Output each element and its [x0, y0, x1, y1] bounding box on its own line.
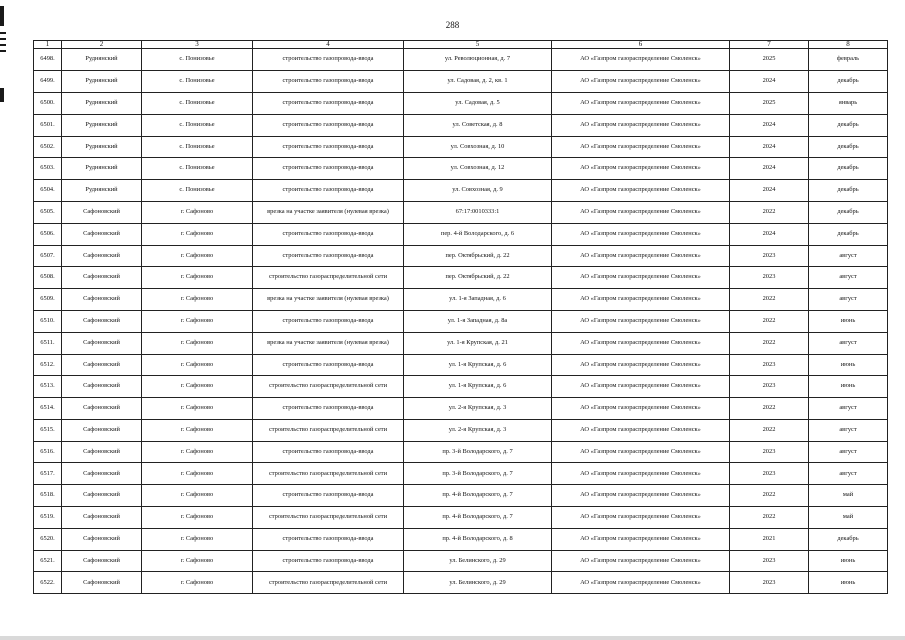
- row-number-cell: 6513.: [34, 376, 62, 398]
- row-number-cell: 6522.: [34, 572, 62, 594]
- work-type-cell: строительство газопровода-ввода: [253, 528, 404, 550]
- table-row: [34, 528, 888, 550]
- year-cell: 2021: [730, 528, 809, 550]
- row-number-cell: 6514.: [34, 398, 62, 420]
- settlement-cell: г. Сафоново: [142, 485, 253, 507]
- organization-cell: АО «Газпром газораспределение Смоленск»: [552, 180, 730, 202]
- work-type-cell: строительство газопровода-ввода: [253, 354, 404, 376]
- address-cell: ул. 1-я Западная, д. 6: [404, 289, 552, 311]
- address-cell: ул. 2-я Крупская, д. 3: [404, 398, 552, 420]
- row-number-cell: 6515.: [34, 419, 62, 441]
- organization-cell: АО «Газпром газораспределение Смоленск»: [552, 354, 730, 376]
- month-cell: август: [809, 245, 888, 267]
- row-number-cell: 6507.: [34, 245, 62, 267]
- district-cell: Руднянский: [62, 158, 142, 180]
- month-cell: июнь: [809, 572, 888, 594]
- address-cell: ул. Советская, д. 8: [404, 114, 552, 136]
- scan-edge-marks: [0, 0, 8, 120]
- organization-cell: АО «Газпром газораспределение Смоленск»: [552, 289, 730, 311]
- district-cell: Руднянский: [62, 92, 142, 114]
- column-number-3: 3: [142, 41, 253, 49]
- table-row: [34, 201, 888, 223]
- month-cell: июнь: [809, 310, 888, 332]
- district-cell: Сафоновский: [62, 332, 142, 354]
- column-number-7: 7: [730, 41, 809, 49]
- address-cell: ул. Белинского, д. 29: [404, 572, 552, 594]
- month-cell: август: [809, 398, 888, 420]
- year-cell: 2022: [730, 201, 809, 223]
- work-type-cell: строительство газопровода-ввода: [253, 310, 404, 332]
- settlement-cell: г. Сафоново: [142, 354, 253, 376]
- year-cell: 2024: [730, 180, 809, 202]
- work-type-cell: строительство газопровода-ввода: [253, 398, 404, 420]
- row-number-cell: 6501.: [34, 114, 62, 136]
- month-cell: август: [809, 419, 888, 441]
- organization-cell: АО «Газпром газораспределение Смоленск»: [552, 158, 730, 180]
- row-number-cell: 6500.: [34, 92, 62, 114]
- row-number-cell: 6518.: [34, 485, 62, 507]
- organization-cell: АО «Газпром газораспределение Смоленск»: [552, 550, 730, 572]
- work-type-cell: строительство газопровода-ввода: [253, 114, 404, 136]
- year-cell: 2024: [730, 223, 809, 245]
- work-type-cell: строительство газораспределительной сети: [253, 376, 404, 398]
- organization-cell: АО «Газпром газораспределение Смоленск»: [552, 310, 730, 332]
- settlement-cell: г. Сафоново: [142, 550, 253, 572]
- work-type-cell: строительство газораспределительной сети: [253, 267, 404, 289]
- settlement-cell: г. Сафоново: [142, 507, 253, 529]
- settlement-cell: г. Сафоново: [142, 223, 253, 245]
- table-row: [34, 354, 888, 376]
- month-cell: январь: [809, 92, 888, 114]
- district-cell: Руднянский: [62, 49, 142, 71]
- scan-bottom-edge: [0, 636, 905, 640]
- work-type-cell: строительство газопровода-ввода: [253, 485, 404, 507]
- settlement-cell: г. Сафоново: [142, 267, 253, 289]
- table-row: [34, 267, 888, 289]
- work-type-cell: строительство газопровода-ввода: [253, 92, 404, 114]
- table-row: [34, 71, 888, 93]
- year-cell: 2023: [730, 463, 809, 485]
- page-number: 288: [445, 20, 460, 30]
- district-cell: Сафоновский: [62, 463, 142, 485]
- address-cell: ул. Садовая, д. 5: [404, 92, 552, 114]
- district-cell: Сафоновский: [62, 354, 142, 376]
- row-number-cell: 6512.: [34, 354, 62, 376]
- row-number-cell: 6516.: [34, 441, 62, 463]
- work-type-cell: врезка на участке заявителя (нулевая врезка): [253, 289, 404, 311]
- settlement-cell: г. Сафоново: [142, 441, 253, 463]
- address-cell: ул. Совхозная, д. 10: [404, 136, 552, 158]
- district-cell: Руднянский: [62, 114, 142, 136]
- district-cell: Сафоновский: [62, 550, 142, 572]
- month-cell: декабрь: [809, 158, 888, 180]
- organization-cell: АО «Газпром газораспределение Смоленск»: [552, 485, 730, 507]
- organization-cell: АО «Газпром газораспределение Смоленск»: [552, 572, 730, 594]
- year-cell: 2024: [730, 71, 809, 93]
- month-cell: июнь: [809, 376, 888, 398]
- table-row: [34, 376, 888, 398]
- settlement-cell: г. Сафоново: [142, 463, 253, 485]
- month-cell: декабрь: [809, 114, 888, 136]
- settlement-cell: г. Сафоново: [142, 289, 253, 311]
- organization-cell: АО «Газпром газораспределение Смоленск»: [552, 223, 730, 245]
- year-cell: 2024: [730, 136, 809, 158]
- settlement-cell: с. Понизовье: [142, 136, 253, 158]
- row-number-cell: 6517.: [34, 463, 62, 485]
- month-cell: май: [809, 507, 888, 529]
- settlement-cell: г. Сафоново: [142, 332, 253, 354]
- organization-cell: АО «Газпром газораспределение Смоленск»: [552, 463, 730, 485]
- address-cell: ул. 1-я Крупская, д. 6: [404, 354, 552, 376]
- table-row: [34, 572, 888, 594]
- month-cell: июнь: [809, 550, 888, 572]
- table-row: [34, 223, 888, 245]
- column-number-header-row: [34, 41, 888, 49]
- address-cell: ул. 1-я Крупская, д. 6: [404, 376, 552, 398]
- year-cell: 2025: [730, 49, 809, 71]
- settlement-cell: г. Сафоново: [142, 245, 253, 267]
- address-cell: пр. 3-й Володарского, д. 7: [404, 441, 552, 463]
- settlement-cell: с. Понизовье: [142, 180, 253, 202]
- address-cell: ул. Совхозная, д. 9: [404, 180, 552, 202]
- year-cell: 2023: [730, 267, 809, 289]
- district-cell: Сафоновский: [62, 528, 142, 550]
- settlement-cell: г. Сафоново: [142, 376, 253, 398]
- address-cell: пер. Октябрьский, д. 22: [404, 245, 552, 267]
- settlement-cell: г. Сафоново: [142, 572, 253, 594]
- organization-cell: АО «Газпром газораспределение Смоленск»: [552, 528, 730, 550]
- settlement-cell: с. Понизовье: [142, 49, 253, 71]
- settlement-cell: г. Сафоново: [142, 310, 253, 332]
- address-cell: пр. 3-й Володарского, д. 7: [404, 463, 552, 485]
- settlement-cell: с. Понизовье: [142, 114, 253, 136]
- month-cell: август: [809, 463, 888, 485]
- row-number-cell: 6499.: [34, 71, 62, 93]
- year-cell: 2022: [730, 507, 809, 529]
- work-type-cell: строительство газопровода-ввода: [253, 441, 404, 463]
- work-type-cell: строительство газораспределительной сети: [253, 419, 404, 441]
- year-cell: 2022: [730, 310, 809, 332]
- organization-cell: АО «Газпром газораспределение Смоленск»: [552, 201, 730, 223]
- district-cell: Сафоновский: [62, 441, 142, 463]
- organization-cell: АО «Газпром газораспределение Смоленск»: [552, 136, 730, 158]
- table-row: [34, 158, 888, 180]
- work-type-cell: строительство газораспределительной сети: [253, 507, 404, 529]
- address-cell: 67:17:0010333:1: [404, 201, 552, 223]
- work-type-cell: строительство газопровода-ввода: [253, 49, 404, 71]
- month-cell: декабрь: [809, 201, 888, 223]
- row-number-cell: 6498.: [34, 49, 62, 71]
- month-cell: февраль: [809, 49, 888, 71]
- address-cell: ул. 1-я Крупская, д. 21: [404, 332, 552, 354]
- row-number-cell: 6511.: [34, 332, 62, 354]
- month-cell: август: [809, 289, 888, 311]
- table-row: [34, 180, 888, 202]
- table-row: [34, 289, 888, 311]
- table-row: [34, 136, 888, 158]
- district-cell: Руднянский: [62, 71, 142, 93]
- organization-cell: АО «Газпром газораспределение Смоленск»: [552, 49, 730, 71]
- year-cell: 2022: [730, 419, 809, 441]
- row-number-cell: 6508.: [34, 267, 62, 289]
- row-number-cell: 6504.: [34, 180, 62, 202]
- work-type-cell: строительство газопровода-ввода: [253, 180, 404, 202]
- year-cell: 2022: [730, 332, 809, 354]
- year-cell: 2022: [730, 398, 809, 420]
- table-row: [34, 310, 888, 332]
- settlement-cell: г. Сафоново: [142, 528, 253, 550]
- work-type-cell: строительство газопровода-ввода: [253, 71, 404, 93]
- organization-cell: АО «Газпром газораспределение Смоленск»: [552, 92, 730, 114]
- district-cell: Сафоновский: [62, 376, 142, 398]
- district-cell: Сафоновский: [62, 572, 142, 594]
- district-cell: Сафоновский: [62, 267, 142, 289]
- month-cell: август: [809, 332, 888, 354]
- table-row: [34, 463, 888, 485]
- year-cell: 2022: [730, 485, 809, 507]
- work-type-cell: врезка на участке заявителя (нулевая врезка): [253, 201, 404, 223]
- table-row: [34, 49, 888, 71]
- address-cell: пр. 4-й Володарского, д. 8: [404, 528, 552, 550]
- table-row: [34, 507, 888, 529]
- year-cell: 2023: [730, 550, 809, 572]
- district-cell: Сафоновский: [62, 245, 142, 267]
- address-cell: ул. Садовая, д. 2, кв. 1: [404, 71, 552, 93]
- address-cell: пр. 4-й Володарского, д. 7: [404, 507, 552, 529]
- table-row: [34, 485, 888, 507]
- work-type-cell: строительство газопровода-ввода: [253, 223, 404, 245]
- row-number-cell: 6503.: [34, 158, 62, 180]
- month-cell: май: [809, 485, 888, 507]
- address-cell: ул. Белинского, д. 29: [404, 550, 552, 572]
- month-cell: декабрь: [809, 71, 888, 93]
- table-row: [34, 398, 888, 420]
- organization-cell: АО «Газпром газораспределение Смоленск»: [552, 419, 730, 441]
- column-number-4: 4: [253, 41, 404, 49]
- year-cell: 2023: [730, 245, 809, 267]
- work-type-cell: строительство газопровода-ввода: [253, 136, 404, 158]
- table-row: [34, 419, 888, 441]
- address-cell: ул. 2-я Крупская, д. 3: [404, 419, 552, 441]
- column-number-5: 5: [404, 41, 552, 49]
- register-table-body: [34, 49, 888, 594]
- month-cell: август: [809, 441, 888, 463]
- organization-cell: АО «Газпром газораспределение Смоленск»: [552, 398, 730, 420]
- address-cell: пр. 4-й Володарского, д. 7: [404, 485, 552, 507]
- organization-cell: АО «Газпром газораспределение Смоленск»: [552, 376, 730, 398]
- year-cell: 2023: [730, 376, 809, 398]
- address-cell: пер. Октябрьский, д. 22: [404, 267, 552, 289]
- month-cell: июнь: [809, 354, 888, 376]
- row-number-cell: 6520.: [34, 528, 62, 550]
- row-number-cell: 6519.: [34, 507, 62, 529]
- year-cell: 2023: [730, 441, 809, 463]
- district-cell: Сафоновский: [62, 419, 142, 441]
- column-number-2: 2: [62, 41, 142, 49]
- organization-cell: АО «Газпром газораспределение Смоленск»: [552, 267, 730, 289]
- settlement-cell: с. Понизовье: [142, 92, 253, 114]
- row-number-cell: 6505.: [34, 201, 62, 223]
- organization-cell: АО «Газпром газораспределение Смоленск»: [552, 332, 730, 354]
- work-type-cell: строительство газораспределительной сети: [253, 572, 404, 594]
- table-row: [34, 92, 888, 114]
- settlement-cell: г. Сафоново: [142, 419, 253, 441]
- district-cell: Сафоновский: [62, 310, 142, 332]
- work-type-cell: строительство газораспределительной сети: [253, 463, 404, 485]
- year-cell: 2024: [730, 114, 809, 136]
- table-row: [34, 550, 888, 572]
- table-row: [34, 332, 888, 354]
- address-cell: ул. 1-я Западная, д. 8а: [404, 310, 552, 332]
- table-row: [34, 245, 888, 267]
- address-cell: ул. Революционная, д. 7: [404, 49, 552, 71]
- work-type-cell: врезка на участке заявителя (нулевая врезка): [253, 332, 404, 354]
- organization-cell: АО «Газпром газораспределение Смоленск»: [552, 71, 730, 93]
- work-type-cell: строительство газопровода-ввода: [253, 550, 404, 572]
- month-cell: декабрь: [809, 223, 888, 245]
- organization-cell: АО «Газпром газораспределение Смоленск»: [552, 441, 730, 463]
- year-cell: 2024: [730, 158, 809, 180]
- table-row: [34, 441, 888, 463]
- organization-cell: АО «Газпром газораспределение Смоленск»: [552, 114, 730, 136]
- settlement-cell: г. Сафоново: [142, 201, 253, 223]
- organization-cell: АО «Газпром газораспределение Смоленск»: [552, 507, 730, 529]
- year-cell: 2023: [730, 354, 809, 376]
- row-number-cell: 6502.: [34, 136, 62, 158]
- organization-cell: АО «Газпром газораспределение Смоленск»: [552, 245, 730, 267]
- year-cell: 2023: [730, 572, 809, 594]
- work-type-cell: строительство газопровода-ввода: [253, 158, 404, 180]
- address-cell: пер. 4-й Володарского, д. 6: [404, 223, 552, 245]
- district-cell: Сафоновский: [62, 507, 142, 529]
- district-cell: Сафоновский: [62, 289, 142, 311]
- row-number-cell: 6506.: [34, 223, 62, 245]
- column-number-1: 1: [34, 41, 62, 49]
- month-cell: декабрь: [809, 136, 888, 158]
- table-row: [34, 114, 888, 136]
- district-cell: Сафоновский: [62, 398, 142, 420]
- year-cell: 2022: [730, 289, 809, 311]
- settlement-cell: с. Понизовье: [142, 71, 253, 93]
- district-cell: Руднянский: [62, 180, 142, 202]
- year-cell: 2025: [730, 92, 809, 114]
- district-cell: Руднянский: [62, 136, 142, 158]
- district-cell: Сафоновский: [62, 485, 142, 507]
- address-cell: ул. Совхозная, д. 12: [404, 158, 552, 180]
- month-cell: декабрь: [809, 528, 888, 550]
- work-type-cell: строительство газопровода-ввода: [253, 245, 404, 267]
- row-number-cell: 6521.: [34, 550, 62, 572]
- column-number-6: 6: [552, 41, 730, 49]
- register-table: [33, 40, 888, 594]
- row-number-cell: 6509.: [34, 289, 62, 311]
- settlement-cell: с. Понизовье: [142, 158, 253, 180]
- row-number-cell: 6510.: [34, 310, 62, 332]
- month-cell: декабрь: [809, 180, 888, 202]
- district-cell: Сафоновский: [62, 223, 142, 245]
- district-cell: Сафоновский: [62, 201, 142, 223]
- settlement-cell: г. Сафоново: [142, 398, 253, 420]
- month-cell: август: [809, 267, 888, 289]
- column-number-8: 8: [809, 41, 888, 49]
